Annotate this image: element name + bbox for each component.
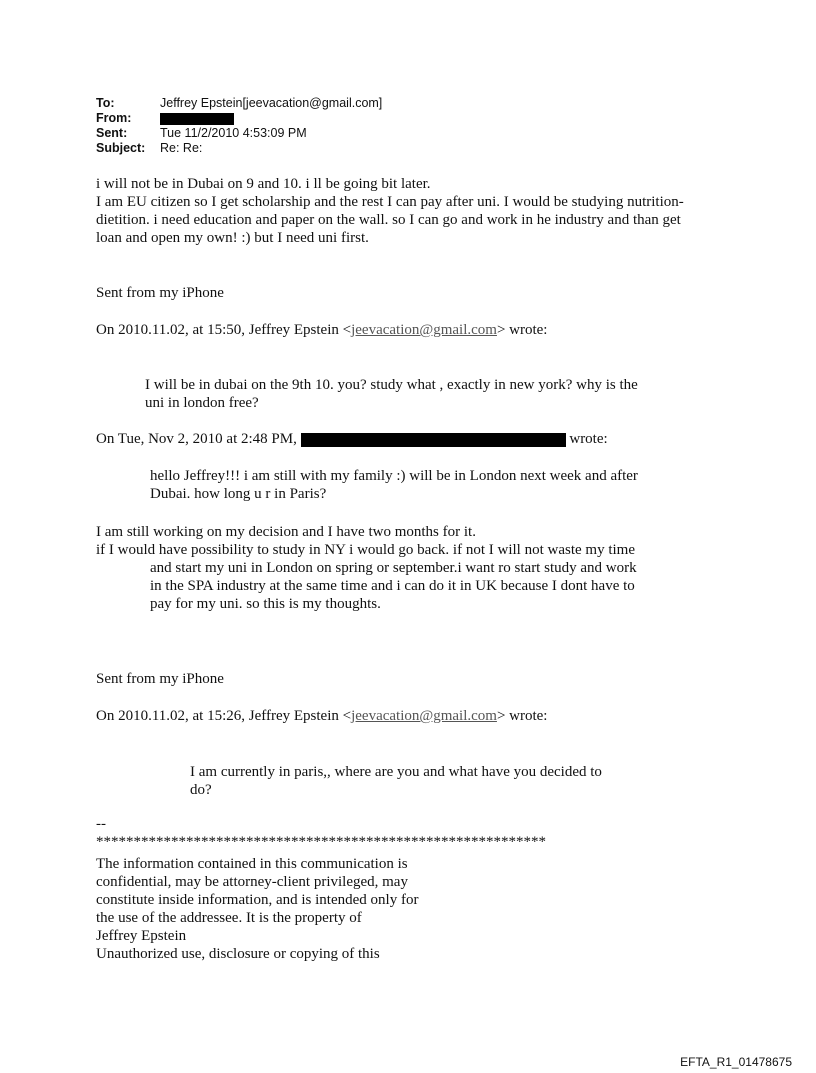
sent-label: Sent: (96, 126, 128, 140)
body-line: dietition. i need education and paper on the wall. so I can go and work in he industry and than get (96, 212, 681, 228)
document-id: EFTA_R1_01478675 (680, 1055, 792, 1069)
disclaimer-line: Unauthorized use, disclosure or copying of this (96, 946, 380, 962)
body-line: pay for my uni. so this is my thoughts. (150, 596, 381, 612)
signature-separator: ************************************************************ (96, 834, 546, 850)
quoted-line: uni in london free? (145, 395, 259, 411)
sender-redaction (301, 433, 566, 447)
to-label: To: (96, 96, 115, 110)
quoted-line: do? (190, 782, 212, 798)
quote-header-suffix: > wrote: (496, 708, 548, 724)
disclaimer-line: the use of the addressee. It is the property of (96, 910, 362, 926)
header-subject-row (96, 141, 202, 155)
quoted-line: Dubai. how long u r in Paris? (150, 486, 327, 502)
signature-dash: -- (96, 816, 106, 832)
quote-header-prefix: On 2010.11.02, at 15:50, Jeffrey Epstein < (96, 322, 352, 338)
header-from-row (96, 111, 234, 125)
quote-header-prefix: On 2010.11.02, at 15:26, Jeffrey Epstein < (96, 708, 352, 724)
email-link[interactable]: jeevacation@gmail.com (351, 708, 497, 724)
email-link[interactable]: jeevacation@gmail.com (351, 322, 497, 338)
header-sent-row (96, 126, 307, 140)
subject-label: Subject: (96, 141, 146, 155)
body-line: loan and open my own! :) but I need uni first. (96, 230, 369, 246)
quoted-line: I will be in dubai on the 9th 10. you? study what , exactly in new york? why is the (145, 377, 638, 393)
disclaimer-line: Jeffrey Epstein (96, 928, 187, 944)
body-line: and start my uni in London on spring or september.i want ro start study and work (150, 560, 637, 576)
body-line: in the SPA industry at the same time and i can do it in UK because I dont have to (150, 578, 635, 594)
quote-header-prefix: On Tue, Nov 2, 2010 at 2:48 PM, (96, 431, 297, 447)
quoted-line: hello Jeffrey!!! i am still with my family :) will be in London next week and after (150, 468, 638, 484)
quoted-line: I am currently in paris,, where are you and what have you decided to (190, 764, 602, 780)
to-value: Jeffrey Epstein[jeevacation@gmail.com] (160, 96, 383, 110)
sent-from-line: Sent from my iPhone (96, 285, 224, 301)
quote-header (96, 321, 547, 339)
sent-from-line: Sent from my iPhone (96, 671, 224, 687)
disclaimer-line: The information contained in this communication is (96, 856, 408, 872)
quote-header (96, 430, 608, 448)
header-to-row (96, 96, 382, 110)
body-line: I am still working on my decision and I have two months for it. (96, 524, 476, 540)
disclaimer-line: constitute inside information, and is intended only for (96, 892, 419, 908)
quote-header-suffix: wrote: (569, 431, 608, 447)
quote-header (96, 707, 547, 725)
quote-header-suffix: > wrote: (496, 322, 548, 338)
from-redaction (160, 113, 234, 125)
sent-value: Tue 11/2/2010 4:53:09 PM (160, 126, 307, 140)
body-line: I am EU citizen so I get scholarship and the rest I can pay after uni. I would be studying nutrition- (96, 194, 684, 210)
body-line: if I would have possibility to study in NY i would go back. if not I will not waste my time (96, 542, 635, 558)
subject-value: Re: Re: (160, 141, 203, 155)
disclaimer-line: confidential, may be attorney-client privileged, may (96, 874, 408, 890)
body-line: i will not be in Dubai on 9 and 10. i ll be going bit later. (96, 176, 431, 192)
from-label: From: (96, 111, 132, 125)
